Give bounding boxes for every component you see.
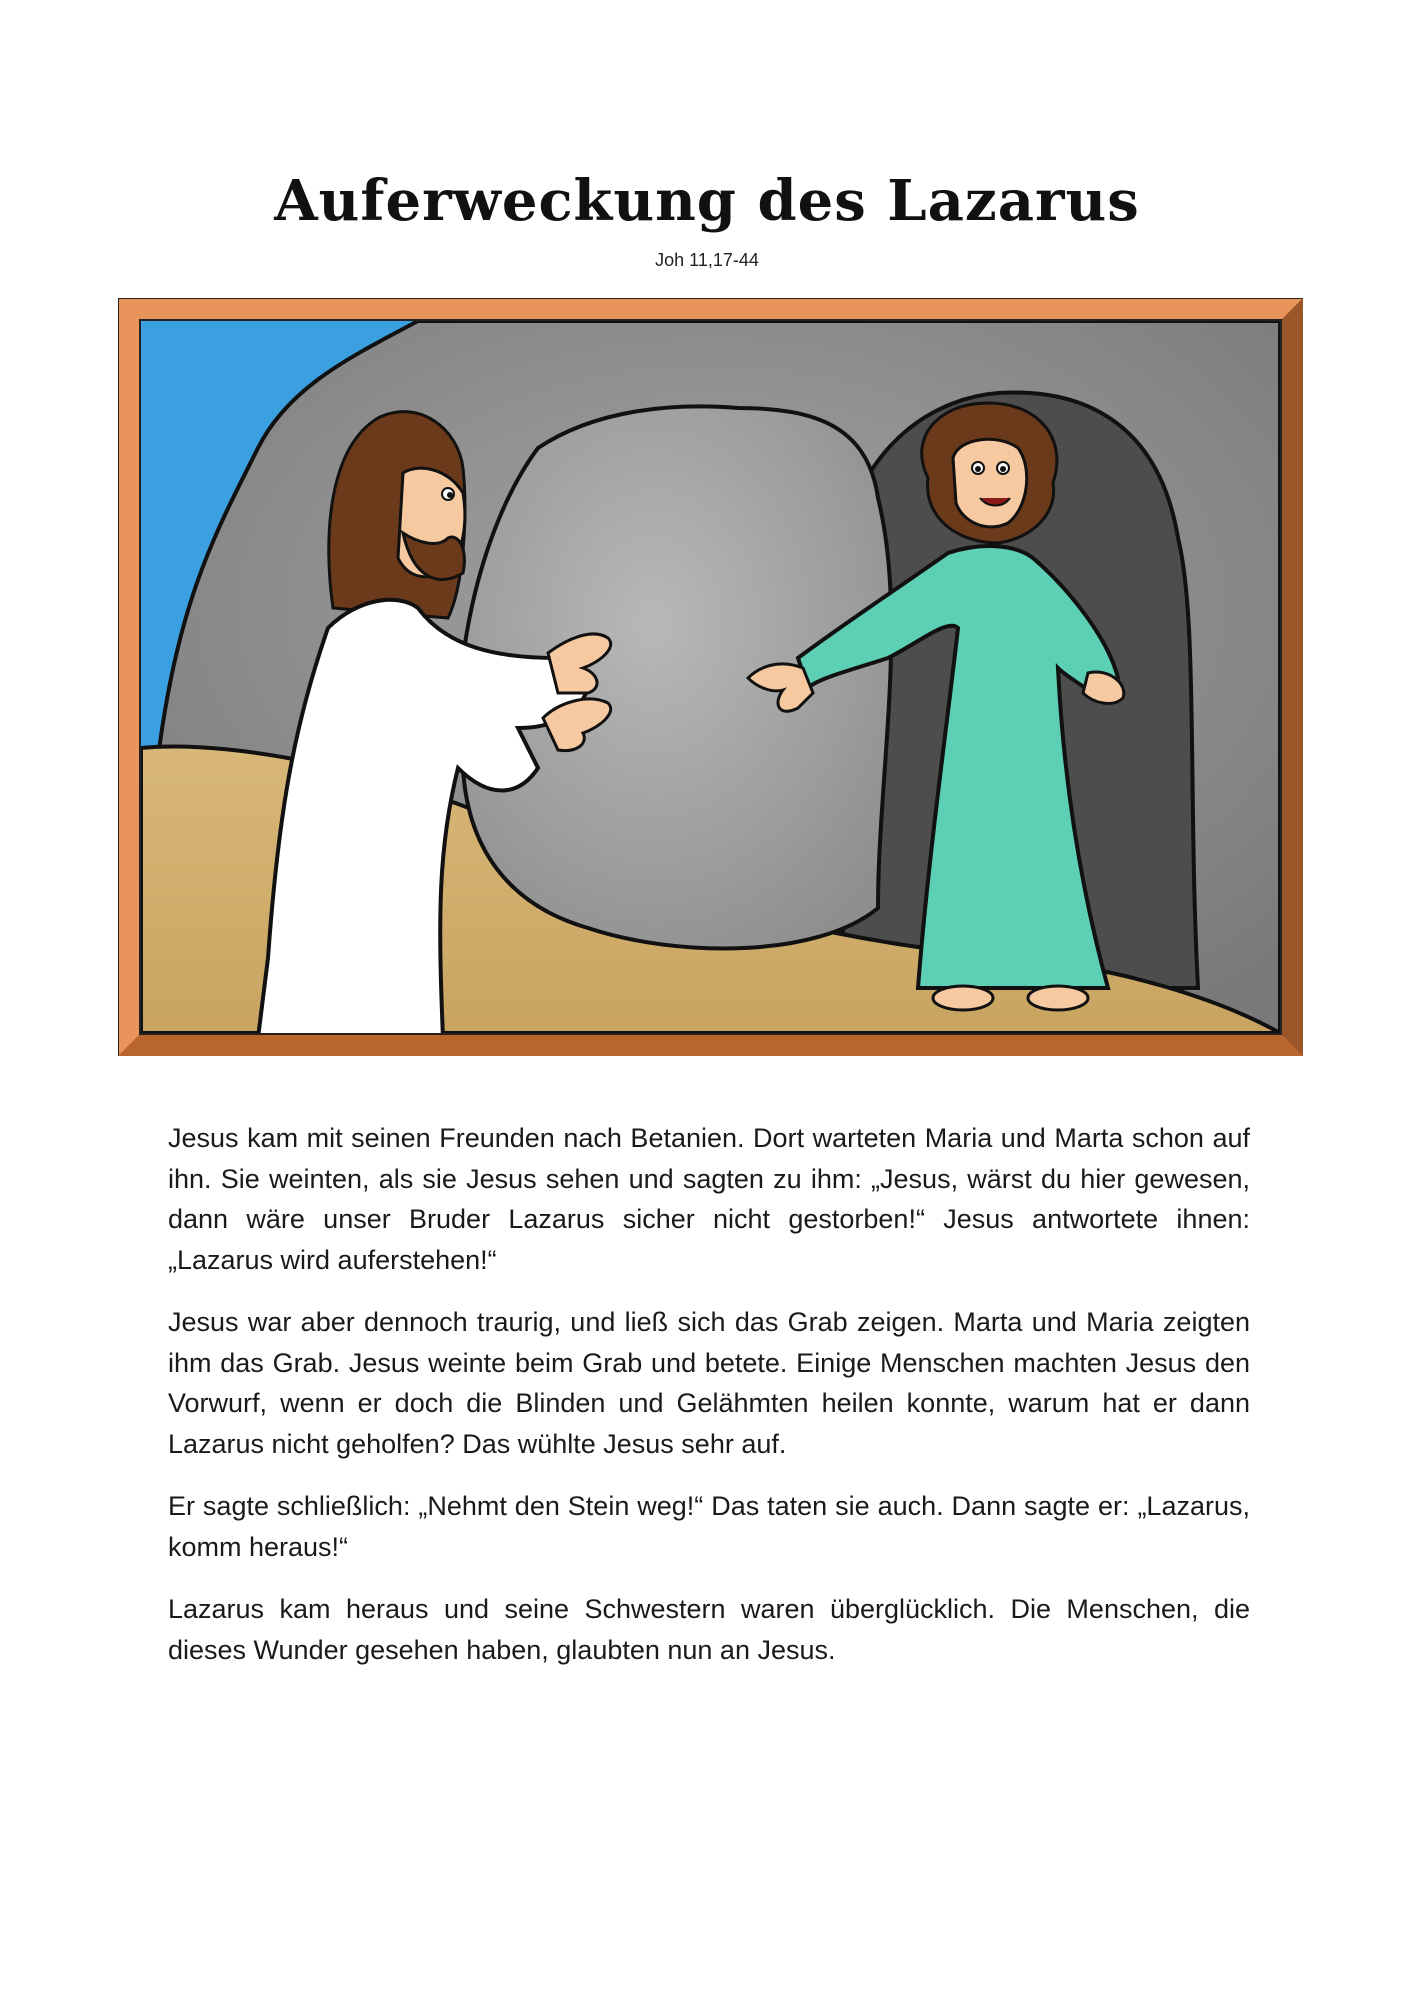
page-title: Auferweckung des Lazarus — [274, 168, 1140, 234]
frame-bottom-shade — [118, 1034, 1303, 1056]
illustration-frame — [118, 298, 1303, 1056]
scene — [141, 321, 1280, 1038]
bible-reference: Joh 11,17-44 — [655, 250, 759, 270]
story-paragraph: Er sagte schließlich: „Nehmt den Stein weg!“ Das taten sie auch. Dann sagte er: „Lazarus, komm heraus!“ — [168, 1491, 1250, 1562]
story-paragraph: Jesus war aber dennoch traurig, und ließ sich das Grab zeigen. Marta und Maria zeigten ihm das Grab. Jesus weinte beim Grab und betete. Einige Menschen machten Jesus den Vorwurf, wenn er doch die Blinden und Gelähmten heilen konnte, warum hat er dann Lazarus nicht geholfen? Das wühlte Jesus sehr auf. — [168, 1307, 1250, 1459]
illustration-lazarus-tomb — [118, 298, 1303, 1056]
story-text — [168, 1118, 1250, 1692]
story-paragraph: Jesus kam mit seinen Freunden nach Betanien. Dort warteten Maria und Marta schon auf ihn. Sie weinten, als sie Jesus sehen und sagten zu ihm: „Jesus, wärst du hier gewesen, dann wäre unser Bruder Lazarus sicher nicht gestorben!“ Jesus antwortete ihnen: „Lazarus wird auferstehen!“ — [168, 1123, 1250, 1275]
frame-right-shade — [1281, 298, 1303, 1056]
story-paragraph: Lazarus kam heraus und seine Schwestern waren überglücklich. Die Menschen, die dieses Wunder gesehen haben, glaubten nun an Jesus. — [168, 1594, 1250, 1665]
